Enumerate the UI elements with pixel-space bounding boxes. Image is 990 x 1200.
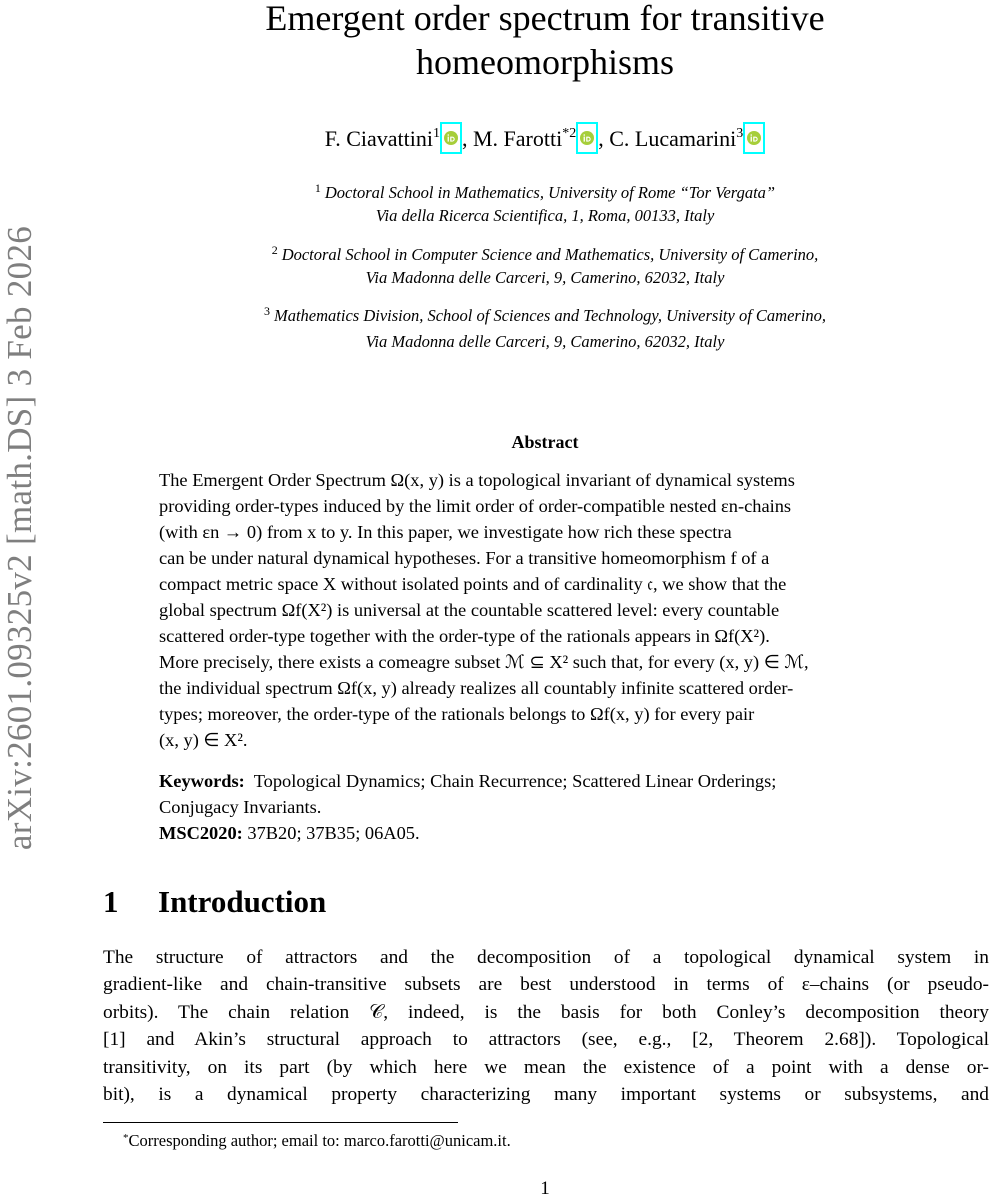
abstract-line: global spectrum Ωf(X²) is universal at the countable scattered level: every countable [159, 600, 780, 620]
keywords-line: Conjugacy Invariants. [159, 797, 322, 817]
affiliation-1 [150, 177, 940, 227]
keywords-block [159, 768, 935, 846]
introduction-body [103, 944, 989, 1108]
author-sup: *2 [562, 126, 577, 141]
title-line-2: homeomorphisms [416, 42, 674, 82]
author-sup: 1 [432, 126, 440, 141]
body-line: bit), is a dynamical property characterizing many important systems or subsystems, and [103, 1084, 989, 1106]
arxiv-sidebar-stamp: arXiv:2601.09325v2 [math.DS] 3 Feb 2026 [0, 225, 39, 851]
section-number: 1 [103, 884, 119, 919]
affiliation-address: Via Madonna delle Carceri, 9, Camerino, 62032, Italy [365, 268, 725, 287]
abstract-line: compact metric space X without isolated points and of cardinality 𝔠, we show that the [159, 574, 787, 594]
affiliation-number: 1 [314, 181, 321, 195]
section-title: Introduction [158, 884, 327, 919]
author-list: F. Ciavattini$^1$ , M. Farotti$^{*2}$ , C. Lucamarini$^3$ [150, 118, 940, 155]
abstract-heading: Abstract [511, 432, 579, 452]
abstract-line: providing order-types induced by the limit order of order-compatible nested εn-chains [159, 496, 792, 516]
abstract-line: (with εn → 0) from x to y. In this paper, we investigate how rich these spectra [159, 522, 732, 542]
page-number: 1 [540, 1178, 550, 1199]
msc-label: MSC2020: [159, 823, 243, 843]
author-name: M. Farotti [472, 126, 563, 151]
affiliation-number: 2 [271, 243, 278, 257]
affiliation-line: Doctoral School in Mathematics, University of Rome “Tor Vergata” [324, 183, 776, 202]
affiliation-line: Mathematics Division, School of Sciences and Technology, University of Camerino, [273, 306, 827, 325]
orcid-icon [580, 131, 594, 145]
footnote [123, 1127, 511, 1152]
title-line-1: Emergent order spectrum for transitive [265, 0, 825, 38]
affiliation-line: Doctoral School in Computer Science and Mathematics, University of Camerino, [281, 245, 819, 264]
affiliation-3 [150, 300, 940, 353]
author-sup: 3 [736, 126, 744, 141]
affiliation-2 [150, 239, 940, 289]
abstract-body [159, 467, 935, 753]
abstract-line: The Emergent Order Spectrum Ω(x, y) is a topological invariant of dynamical systems [159, 470, 795, 490]
keywords-line: Topological Dynamics; Chain Recurrence; Scattered Linear Orderings; [253, 771, 777, 791]
msc-value: 37B20; 37B35; 06A05. [247, 823, 420, 843]
abstract-line: More precisely, there exists a comeagre subset ℳ ⊆ X² such that, for every (x, y) ∈ ℳ, [159, 652, 809, 672]
section-heading [103, 884, 326, 920]
orcid-link[interactable] [440, 122, 462, 154]
body-line: transitivity, on its part (by which here we mean the existence of a point with a dense or- [103, 1056, 989, 1078]
affiliation-address: Via della Ricerca Scientifica, 1, Roma, 00133, Italy [375, 206, 715, 225]
footnote-rule [103, 1122, 458, 1123]
body-line: The structure of attractors and the decomposition of a topological dynamical system in [103, 947, 989, 968]
abstract-line: the individual spectrum Ωf(x, y) already realizes all countably infinite scattered order- [159, 678, 794, 698]
orcid-icon [444, 131, 458, 145]
author-name: C. Lucamarini [609, 126, 737, 151]
body-line: gradient-like and chain-transitive subsets are best understood in terms of ε–chains (or pseudo- [103, 974, 989, 996]
author-name: F. Ciavattini [324, 126, 433, 151]
abstract-line: types; moreover, the order-type of the rationals belongs to Ωf(x, y) for every pair [159, 704, 755, 724]
orcid-link[interactable] [743, 122, 765, 154]
paper-title [150, 0, 940, 84]
keywords-label: Keywords: [159, 771, 245, 791]
footnote-text: Corresponding author; email to: marco.farotti@unicam.it. [128, 1131, 511, 1150]
affiliation-address: Via Madonna delle Carceri, 9, Camerino, 62032, Italy [365, 332, 725, 351]
body-line: orbits). The chain relation 𝒞, indeed, is the basis for both Conley’s decomposition theory [103, 1001, 989, 1023]
abstract-line: (x, y) ∈ X². [159, 730, 248, 750]
footnote-mark: * [123, 1132, 129, 1144]
affiliation-number: 3 [263, 304, 270, 318]
abstract-line: scattered order-type together with the order-type of the rationals appears in Ωf(X²). [159, 626, 770, 646]
abstract-line: can be under natural dynamical hypotheses. For a transitive homeomorphism f of a [159, 548, 770, 568]
body-line: [1] and Akin’s structural approach to attractors (see, e.g., [2, Theorem 2.68]). Topological [103, 1029, 989, 1051]
orcid-icon [747, 131, 761, 145]
orcid-link[interactable] [576, 122, 598, 154]
